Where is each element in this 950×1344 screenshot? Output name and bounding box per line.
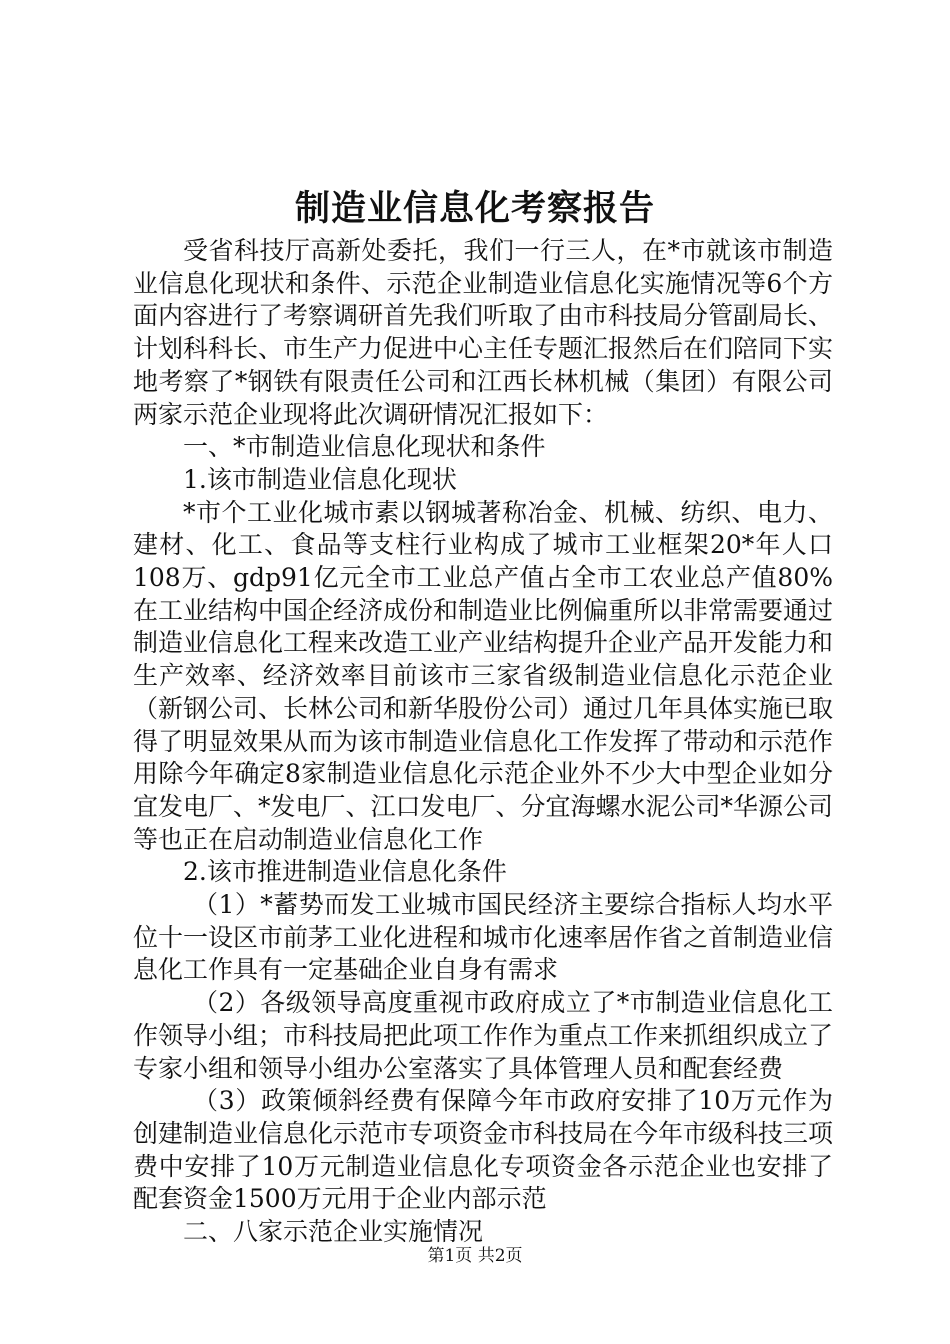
list-item-condition-1: （1）*蓄势而发工业城市国民经济主要综合指标人均水平位十一设区市前茅工业化进程和城市化速率居作省之首制造业信息化工作具有一定基础企业自身有需求 (133, 890, 834, 985)
paragraph-intro: 受省科技厅高新处委托，我们一行三人，在*市就该市制造业信息化现状和条件、示范企业制造业信息化实施情况等6个方面内容进行了考察调研首先我们听取了由市科技局分管副局长、计划科科长、市生产力促进中心主任专题汇报然后在们陪同下实地考察了*钢铁有限责任公司和江西长林机械（集团）有限公司两家示范企业现将此次调研情况汇报如下： (133, 236, 834, 429)
list-item-condition-3: （3）政策倾斜经费有保障今年市政府安排了10万元作为创建制造业信息化示范市专项资金市科技局在今年市级科技三项费中安排了10万元制造业信息化专项资金各示范企业也安排了配套资金1500万元用于企业内部示范 (133, 1086, 834, 1214)
list-item-condition-2: （2）各级领导高度重视市政府成立了*市制造业信息化工作领导小组；市科技局把此项工作作为重点工作来抓组织成立了专家小组和领导小组办公室落实了具体管理人员和配套经费 (133, 988, 834, 1083)
document-body (133, 235, 833, 1249)
subsection-heading-1-2: 2.该市推进制造业信息化条件 (183, 857, 507, 887)
section-heading-2: 二、八家示范企业实施情况 (183, 1217, 484, 1247)
section-heading-1: 一、*市制造业信息化现状和条件 (183, 432, 546, 462)
document-title: 制造业信息化考察报告 (294, 188, 655, 229)
page-footer: 第1页 共2页 (427, 1246, 523, 1266)
paragraph-status: *市个工业化城市素以钢城著称冶金、机械、纺织、电力、建材、化工、食品等支柱行业构成了城市工业框架20*年人口108万、gdp91亿元全市工业总产值占全市工农业总产值80%在工业结构中国企经济成份和制造业比例偏重所以非常需要通过制造业信息化工程来改造工业产业结构提升企业产品开发能力和生产效率、经济效率目前该市三家省级制造业信息化示范企业（新钢公司、长林公司和新华股份公司）通过几年具体实施已取得了明显效果从而为该市制造业信息化工作发挥了带动和示范作用除今年确定8家制造业信息化示范企业外不少大中型企业如分宜发电厂、*发电厂、江口发电厂、分宜海螺水泥公司*华源公司等也正在启动制造业信息化工作 (133, 497, 834, 854)
subsection-heading-1-1: 1.该市制造业信息化现状 (183, 464, 457, 494)
